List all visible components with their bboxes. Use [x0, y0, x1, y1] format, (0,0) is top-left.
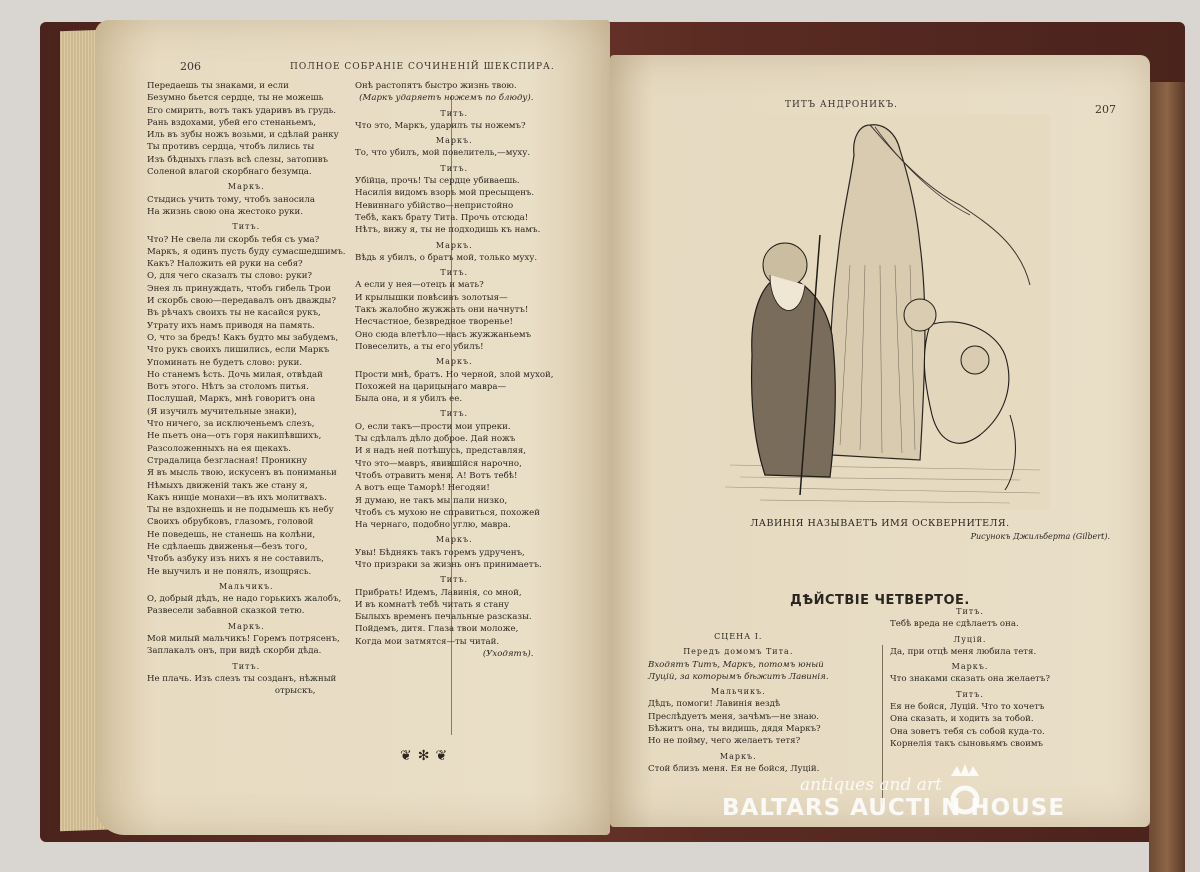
verse-line: Его смирить, вотъ такъ ударивъ въ грудь.	[147, 105, 336, 116]
verse-line: Не плачь. Изъ слезъ ты созданъ, нѣжный	[147, 673, 337, 684]
verse-line: О, что за бредъ! Какъ будто мы забудемъ,	[147, 332, 339, 343]
verse-line: Въ рѣчахъ своихъ ты не касайся рукъ,	[147, 308, 321, 319]
verse-line: Ты не вздохнешь и не подымешь къ небу	[147, 505, 334, 516]
verse-line: Я думаю, не такъ мы пали низко,	[355, 495, 508, 506]
verse-line: Дѣдъ, помоги! Лавинія вездѣ	[648, 699, 781, 710]
verse-line: Заплакалъ онъ, при видѣ скорби дѣда.	[147, 646, 322, 657]
verse-line: Убійца, прочь! Ты сердце убиваешь.	[355, 176, 520, 187]
verse-line: О, для чего сказалъ ты слово: руки?	[147, 271, 313, 282]
verse-line: Что призраки за жизнь онъ принимаетъ.	[355, 559, 542, 570]
verse-line: Что ничего, за исключеньемъ слезъ,	[147, 419, 315, 430]
speaker-name: Маркъ.	[951, 662, 989, 672]
verse-line: Бѣжитъ она, ты видишь, дядя Маркъ?	[648, 724, 821, 735]
verse-line: Увы! Бѣднякъ такъ горемъ удрученъ,	[355, 547, 525, 558]
verse-line: Развесели забавной сказкой тетю.	[147, 606, 305, 617]
verse-line: Изъ бѣдныхъ глазъ всѣ слезы, затопивъ	[147, 154, 329, 165]
verse-line: Корнелія такъ сыновьямъ своимъ	[890, 738, 1044, 749]
verse-line: Но не пойму, чего желаетъ тетя?	[648, 736, 801, 747]
verse-line: Стыдись учить тому, чтобъ заносила	[147, 194, 315, 205]
watermark-tagline: antiques and art	[800, 775, 942, 795]
speaker-name: Титъ.	[440, 575, 469, 585]
verse-line: Что? Не свела ли скорбь тебя съ ума?	[147, 234, 320, 245]
verse-line: Несчастное, безвредное твореньe!	[355, 317, 513, 328]
verse-line: А если у нея—отецъ и мать?	[355, 280, 484, 291]
verse-line: Преслѣдуетъ меня, зачѣмъ—не знаю.	[648, 711, 820, 722]
second-book-spine	[1149, 82, 1185, 872]
speaker-name: Маркъ.	[227, 621, 265, 631]
verse-line: Вотъ этого. Нѣтъ за столомъ питья.	[147, 382, 309, 393]
text-column-1	[648, 628, 829, 775]
speaker-name: Маркъ.	[435, 535, 473, 545]
verse-line: А вотъ еще Таморѣ! Негодяи!	[355, 483, 490, 494]
text-column-2	[355, 80, 554, 660]
verse-line: Послушай, Маркъ, мнѣ говоритъ она	[147, 394, 316, 405]
verse-line: Нѣмыхъ движеній такъ же стану я,	[147, 480, 308, 491]
verse-line: И скорбь свою—передавалъ онъ дважды?	[147, 296, 337, 307]
verse-line: отрыскъ,	[274, 686, 316, 697]
speaker-name: Титъ.	[440, 409, 469, 419]
verse-line: (Я изучилъ мучительные знаки),	[147, 406, 297, 417]
verse-line: Безумно бьется сердце, ты не можешь	[147, 93, 324, 104]
verse-line: Ея не бойся, Луцій. Что то хочетъ	[890, 702, 1045, 713]
scene-heading: СЦЕНА I.	[714, 632, 763, 641]
verse-line: Ты противъ сердца, чтобъ лились ты	[147, 142, 315, 153]
verse-line: Пойдемъ, дитя. Глаза твои моложе,	[355, 624, 519, 635]
verse-line: Что это—мавръ, явившійся нарочно,	[355, 458, 522, 469]
verse-line: И въ комнатѣ тебѣ читать я стану	[355, 599, 510, 610]
running-header: ТИТЪ АНДРОНИКЪ.	[785, 100, 898, 110]
verse-line: Да, при отцѣ меня любила тетя.	[890, 646, 1037, 657]
verse-line: Упоминать не будетъ слово: руки.	[147, 357, 303, 368]
verse-line: Тебѣ вреда не сдѣлаетъ она.	[890, 619, 1019, 630]
verse-line: И крылышки повѣсивъ золотыя—	[355, 292, 508, 303]
verse-line: Она зоветъ тебя съ собой куда-то.	[890, 726, 1045, 737]
verse-line: Ты сдѣлалъ дѣло доброе. Дай ножъ	[355, 434, 516, 445]
verse-line: Разсоложенныхъ на ея щекахъ.	[147, 443, 291, 454]
verse-line: Не поведешь, не станешь на колѣни,	[147, 529, 316, 540]
illustration-credit: Рисунокъ Джильберта (Gilbert).	[970, 532, 1110, 541]
speaker-name: Маркъ.	[719, 751, 757, 761]
verse-line: Чтобъ отравить меня. А! Вотъ тебѣ!	[355, 470, 518, 481]
verse-line: Передаешь ты знаками, и если	[147, 81, 289, 91]
verse-line: Прости мнѣ, братъ. Но черной, злой мухой,	[355, 369, 554, 380]
speaker-name: Титъ.	[440, 163, 469, 173]
verse-line: Насилія видомъ взоръ мой пресыщенъ.	[355, 188, 535, 199]
ornament-icon: ❦✻❦	[400, 748, 454, 764]
verse-line: О, добрый дѣдъ, не надо горькихъ жалобъ,	[147, 594, 342, 605]
stage-direction: (Уходятъ).	[482, 649, 534, 660]
verse-line: Энея ль принуждать, чтобъ гибель Трои	[147, 283, 331, 294]
verse-line: Я въ мысль твою, искусенъ въ пониманьи	[147, 468, 337, 479]
stage-direction: Входятъ Титъ, Маркъ, потомъ юный	[648, 659, 824, 670]
scene-heading: Передъ домомъ Тита.	[683, 647, 794, 657]
crown-logo-icon	[948, 762, 982, 822]
verse-line: Не выучилъ и не понялъ, изощрясь.	[147, 566, 312, 577]
verse-line: Что рукъ своихъ лишились, если Маркъ	[147, 345, 330, 356]
verse-line: Невиннаго убійство—непристойно	[355, 200, 514, 211]
verse-line: Оно сюда влетѣло—насъ жужжаньемъ	[355, 329, 532, 340]
act-title: ДѢЙСТВІЕ ЧЕТВЕРТОЕ.	[790, 593, 970, 608]
verse-line: Стой близъ меня. Ея не бойся, Луцій.	[648, 763, 820, 774]
verse-line: И я надъ ней потѣшусь, представляя,	[355, 446, 527, 457]
verse-line: Не пьетъ она—отъ горя накипѣвшихъ,	[147, 431, 322, 442]
verse-line: Мой милый мальчикъ! Горемъ потрясенъ,	[147, 634, 340, 645]
verse-line: Утрату ихъ намъ приводя на память.	[147, 320, 315, 331]
verse-line: Похожей на царицынаго мавра—	[355, 381, 507, 392]
verse-line: На жизнь свою она жестоко руки.	[147, 206, 304, 217]
speaker-name: Титъ.	[956, 689, 984, 699]
verse-line: Когда мои затмятся—ты читай.	[355, 636, 500, 647]
page-number: 207	[1095, 103, 1116, 116]
illustration-caption: ЛАВИНІЯ НАЗЫВАЕТЪ ИМЯ ОСКВЕРНИТЕЛЯ.	[750, 518, 1010, 529]
verse-line: Была она, и я убилъ ее.	[355, 394, 463, 405]
verse-line: Повеселить, а ты его убилъ!	[355, 341, 484, 352]
verse-line: То, что убилъ, мой повелитель,—муху.	[355, 148, 531, 159]
engraving-illustration	[720, 115, 1050, 510]
speaker-name: Маркъ.	[435, 240, 473, 250]
verse-line: Какъ нищіе монахи—въ ихъ молитвахъ.	[147, 492, 327, 503]
verse-line: О, если такъ—прости мои упреки.	[355, 421, 511, 432]
speaker-name: Титъ.	[232, 222, 261, 232]
speaker-name: Титъ.	[440, 268, 469, 278]
watermark-brand: BALTARS AUCTI N HOUSE	[722, 795, 1066, 821]
verse-line: Соленой влагой скорбнаго безумца.	[147, 167, 312, 178]
verse-line: На чернаго, подобно углю, мавра.	[355, 520, 511, 531]
verse-line: Вѣдь я убилъ, о братъ мой, только муху.	[355, 252, 538, 263]
verse-line: Иль въ зубы ножъ возьми, и сдѣлай ранку	[147, 130, 339, 141]
running-header: ПОЛНОЕ СОБРАНІЕ СОЧИНЕНІЙ ШЕКСПИРА.	[290, 62, 555, 72]
verse-line: Что это, Маркъ, ударилъ ты ножемъ?	[355, 120, 526, 131]
verse-line: Она сказать, и ходить за тобой.	[890, 714, 1034, 725]
verse-line: Рань вздохами, убей его стенаньемъ,	[147, 117, 317, 128]
stage-direction: Луцій, за которымъ бѣжитъ Лавинія.	[648, 671, 829, 682]
speaker-name: Луцій.	[953, 634, 987, 644]
text-column-1	[147, 80, 346, 698]
verse-line: Своихъ обрубковъ, глазомъ, головой	[147, 517, 314, 528]
speaker-name: Титъ.	[956, 607, 984, 616]
verse-line: Нѣтъ, вижу я, ты не подходишь къ намъ.	[355, 225, 541, 236]
speaker-name: Титъ.	[232, 661, 261, 671]
verse-line: Такъ жалобно жужжать они начнутъ!	[355, 305, 529, 316]
verse-line: Чтобъ азбуку изъ нихъ я не составилъ,	[147, 554, 324, 565]
right-page	[610, 55, 1150, 827]
speaker-name: Мальчикъ.	[218, 581, 274, 591]
stage-direction: (Маркъ ударяетъ ножемъ по блюду).	[359, 93, 534, 104]
verse-line: Тебѣ, какъ брату Тита. Прочь отсюда!	[355, 212, 529, 223]
left-page	[95, 20, 610, 835]
verse-line: Какъ? Наложить ей руки на себя?	[147, 259, 303, 270]
verse-line: Не сдѣлаешь движенья—безъ того,	[147, 541, 308, 552]
verse-line: Чтобъ съ мухою не справиться, похожей	[355, 507, 540, 518]
verse-line: Что знаками сказать она желаетъ?	[890, 674, 1051, 685]
verse-line: Страдалица безгласная! Проникну	[147, 455, 308, 466]
speaker-name: Титъ.	[440, 108, 469, 118]
text-column-2	[890, 603, 1050, 750]
speaker-name: Мальчикъ.	[710, 687, 766, 697]
speaker-name: Маркъ.	[435, 357, 473, 367]
verse-line: Но станемъ ѣсть. Дочь милая, отвѣдай	[147, 369, 323, 380]
verse-line: Онѣ растопятъ быстро жизнь твою.	[355, 81, 517, 91]
speaker-name: Маркъ.	[227, 182, 265, 192]
verse-line: Былыхъ временъ печальные разсказы.	[355, 612, 532, 623]
page-number: 206	[180, 60, 201, 73]
verse-line: Прибрать! Идемъ, Лавинія, со мной,	[355, 587, 522, 598]
verse-line: Маркъ, я одинъ пусть буду сумасшедшимъ.	[147, 246, 346, 257]
speaker-name: Маркъ.	[435, 136, 473, 146]
